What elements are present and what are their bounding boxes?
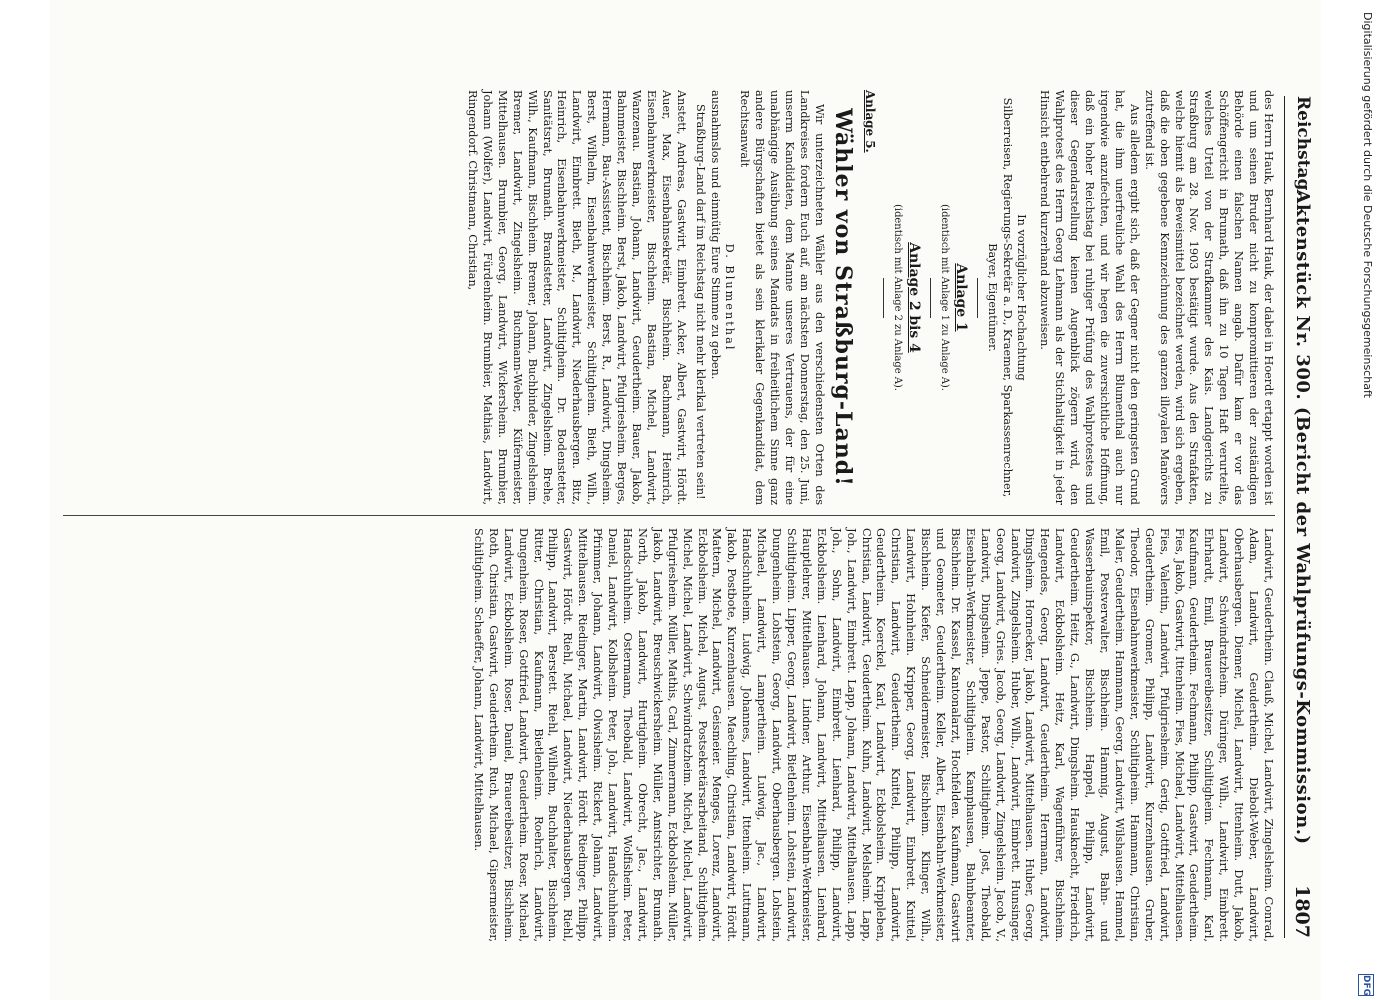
right-column bbox=[470, 528, 1275, 942]
divider bbox=[930, 278, 931, 318]
annex-note: (identisch mit Anlage 2 zu Anlage A). bbox=[891, 204, 903, 391]
paragraph: ausnahmslos und einmütig Eure Stimme zu geben. bbox=[708, 90, 722, 380]
appeal-heading: Wähler von Straßburg-Land! bbox=[829, 108, 856, 487]
header-title: Aktenstück Nr. 300. (Bericht der Wahlprüfungs-Kommission.) bbox=[1292, 189, 1313, 845]
signatory-list: Landwirt, Geudertheim. Clauß, Michel, Landwirt, Zingelsheim. Conrad, Adam, Landwirt, Geudertheim. Diebolt-Weber, Landwirt, Oberhausbergen. Diemer, Michel, Landwirt, Ittenheim. Dutt, Jakob, Landwirt, Schwindratzheim. Düringer, Wilh., Landwirt, Eimbrett. Ehrhardt, Emil, Brauereibesitzer, Schiltigheim. Fechmann, Karl, Kaufmann, Geudertheim. Fechmann, Philipp, Gastwirt, Geudertheim. Fies, Jakob, Gastwirt, Ittenheim. Fies, Michael, Landwirt, Mittelhausen. Fies, Valentin, Landwirt, Pfulgriesheim. Gerig, Gottfried, Landwirt, Geudertheim. Gromer, Philipp, Landwirt, Kurzenhausen. Gruber, Theodor, Eisenbahnwerkmeister, Schiltigheim. Hammann, Christian, Maler, Geudertheim. Hammann, Georg, Landwirt, Wilshausen. Hammel, Emil, Postverwalter, Bischheim. Hammig, August, Bahn- und Wasserbauinspektor, Bischheim. Happel, Philipp, Landwirt, Geudertheim. Heitz, G., Landwirt, Dingsheim. Hausknecht, Friedrich, Landwirt, Eckbolsheim. Heitz, Karl, Wagenführer, Bischheim. Hengendes, Georg, Landwirt, Geudertheim. Herrmann, Landwirt, Dingsheim. Hornecker, Jakob, Landwirt, Mittelhausen. Huber, Georg, Landwirt, Zingelsheim. Huber, Wilh., Landwirt, Eimbrett. Hunsinger, Georg, Landwirt, Gries. Jacob, Georg, Landwirt, Zingelsheim. Jacob, V., Landwirt, Dingsheim. Jeppe, Pastor, Schiltigheim. Jost, Theobald, Eisenbahn-Werkmeister, Schiltigheim. Kamphausen, Bahnbeamter, Bischheim. Dr. Kassel, Kantonalarzt, Hochfelden. Kaufmann, Gastwirt und Geometer, Geudertheim. Keller, Albert, Eisenbahn-Werkmeister, Bischheim. Kiefer, Schneidermeister, Bischheim. Klinger, Wilh., Landwirt, Hohnheim. Kripper, Georg, Landwirt, Eimbrett. Knittel, Christian, Landwirt, Geudertheim. Knittel, Philipp, Landwirt, Geudertheim. Koerckel, Karl, Landwirt, Eckbolsheim. Krippleben, Christian, Landwirt, Geudertheim. Kuhn, Landwirt, Melsheim. Lapp, Joh., Landwirt, Eimbrett. Lapp, Johann, Landwirt, Mittelhausen. Lapp, Joh., Sohn, Landwirt, Eimbrett. Lienhard, Philipp, Landwirt, Eckbolsheim. Lienhard, Johann, Landwirt, Mittelhausen. Lienhard, Hauptlehrer, Mittelhausen. Lindner, Arthur, Eisenbahn-Werkmeister, Schiltigheim. Lipper, Georg, Landwirt, Bietlenheim. Lohstein, Landwirt, Dungenheim. Lohstein, Georg, Landwirt, Oberhausbergen. Lohstein, Michael, Landwirt, Lampertheim. Ludwig, Jac., Landwirt, Handschuhheim. Ludwig, Johannes, Landwirt, Ittenheim. Luttmann, Jakob, Postbote, Kurzenhausen. Maechling, Christian, Landwirt, Hördt. Mattern, Michel, Landwirt, Geismeier. Menges, Lorenz, Landwirt, Eckbolsheim. Michel, August, Postsekretärsarbeitand, Schiltigheim. Michel, Michel, Landwirt, Schwindratzheim. Michel, Michel, Landwirt, Pfulgriesheim. Müller, Mathis, Carl, Zimmermann, Eckbolsheim. Müller, Jakob, Landwirt, Breuschwickersheim. Müller, Amtsrichter, Brumath. North, Jakob, Landwirt, Hurtigheim. Obrecht, Jac., Landwirt, Handschuhheim. Ostermann, Theobald, Landwirt, Wolfisheim. Peter, Daniel, Landwirt, Kolbsheim. Peter, Joh., Landwirt, Handschuhheim. Pfrimmer, Johann, Landwirt, Olwisheim. Rickert, Johann, Landwirt, Mittelhausen. Riedinger, Martin, Landwirt, Hördt. Riedinger, Philipp, Gastwirt, Hördt. Riehl, Michael, Landwirt, Niederhausbergen. Riehl, Philipp, Landwirt, Berstett. Riehl, Wilhelm, Buchhalter, Bischheim. Ritter, Christian, Kaufmann, Bietlenheim. Roehrich, Landwirt, Dungenheim. Roser, Gottfried, Landwirt, Geudertheim. Roser, Michael, Landwirt, Eckbolsheim. Roser, Daniel, Brauereibesitzer, Bischheim. Roth, Christian, Gastwirt, Geudertheim. Ruch, Michael, Gipsermeister, Schiltigheim. Schaeffer, Johann, Landwirt, Mittelhausen. bbox=[471, 528, 1275, 942]
divider bbox=[883, 278, 884, 318]
dfg-logo: DFG bbox=[1358, 974, 1374, 996]
paragraph: Wir unterzeichneten Wähler aus den verschiedensten Orten des Landkreises fordern Euch auf, am nächsten Donnerstag, den 25. Juni, unserm Kandidaten, dem Manne unseres Vertrauens, der für eine unabhängige Ausübung seines Mandats in freiheitlichem Sinne ganz andere Bürgschaften bietet als sein klerikaler Gegenkandidat, dem Rechtsanwalt bbox=[738, 90, 826, 505]
annex-note: (identisch mit Anlage 1 zu Anlage A). bbox=[938, 204, 950, 391]
paragraph: Straßburg-Land darf im Reichstag nicht mehr klerikal vertreten sein! bbox=[693, 104, 707, 500]
annex-title: Anlage 1 bbox=[952, 263, 969, 332]
annex-title: Anlage 2 bis 4 bbox=[905, 242, 922, 353]
closing: In vorzüglicher Hochachtung bbox=[1015, 214, 1029, 381]
funding-note: Digitalisierung gefördert durch die Deutsche Forschungsgemeinschaft bbox=[1361, 12, 1374, 398]
signers: Silberreisen, Regierungs-Sekretär a. D., Kraemer, Sparkassenrechner, Bayer, Eigentümer. bbox=[985, 97, 1014, 498]
signatory-list: Anstett, Andreas, Gastwirt, Eimbrett. Acker, Albert, Gastwirt, Hördt. Auer, Max, Eisenbahnsekretär, Bischheim. Bachmann, Heinrich, Eisenbahnwerkmeister, Bischheim. Bastian, Michel, Landwirt, Wanzenau. Bastian, Johann, Landwirt, Geudertheim. Bauer, Jakob, Bahnmeister, Bischheim. Berst, Jakob, Landwirt, Pfulgriesheim. Berges, Hermann, Bau-Assistent, Bischheim. Berst, R., Landwirt, Dingsheim. Berst, Wilhelm, Eisenbahnwerkmeister, Schiltigheim. Bieth, Wilh., Landwirt, Eimbrett. Bieth, M., Landwirt, Niederhausbergen. Bitz, Heinrich, Eisenbahnwerkmeister, Schiltigheim. Dr. Bodenstetter, Sanitätsrat, Brumath. Brandstetter, Landwirt, Zingelsheim. Brehe, Wilh., Kaufmann, Bischheim. Bremer, Johann, Buchbinder, Zingelsheim. Bremer, Landwirt, Zingelsheim. Buchmann-Weber, Küfermeister, Mittelhausen. Brumbier, Georg, Landwirt, Wickersheim. Brumbier, Johann (Wolfer), Landwirt, Fürdenheim. Brumbier, Mathias, Landwirt, Ringendorf. Christmann, Christian, bbox=[466, 90, 688, 505]
digitization-note bbox=[1357, 0, 1375, 1000]
annex-label: Anlage 5. bbox=[862, 90, 877, 153]
page-number: 1807 bbox=[1291, 885, 1313, 938]
header-left: Reichstag. bbox=[1293, 96, 1313, 197]
paragraph: Aus alledem ergibt sich, daß der Gegner nicht den geringsten Grund hat, die ihm unerfreuliche Wahl des Herrn Blumenthal auch nur irgendwie anzufechten, und wir hegen die zuversichtliche Hoffnung, daß ein hoher Reichstag bei ruhiger Prüfung des Wahlprotestes und dieser Gegendarstellung keinen Augenblick zögern wird, den Wahlprotest des Herrn Georg Lehmann als der Stichhaltigkeit in jeder Hinsicht entbehrend kurzerhand abzuweisen. bbox=[1038, 90, 1141, 505]
divider bbox=[977, 278, 978, 318]
column-divider bbox=[63, 515, 1275, 516]
left-column bbox=[464, 90, 1275, 505]
page-header bbox=[1284, 96, 1315, 938]
candidate-name: D. Blumenthal bbox=[723, 243, 737, 352]
paragraph: des Herrn Hauk, Bernhard Hauk, der dabei in Hoerdt ertappt worden ist und um seinen Bruder nicht zu kompromittieren der zuständigen Behörde einen falschen Namen angab. Dafür kam er vor das Schöffengericht in Brumath, daß ihn zu 10 Tagen Haft verurteilte, welches Urteil von der Strafkammer des Kais. Landgerichts zu Straßburg am 28. Nov. 1903 bestätigt wurde. Aus den Strafakten, welche hiemit als Beweismittel bezeichnet werden, wird sich ergeben, daß die oben gegebene Kennzeichnung des ganzen illoyalen Manövers zutreffend ist. bbox=[1142, 90, 1275, 505]
